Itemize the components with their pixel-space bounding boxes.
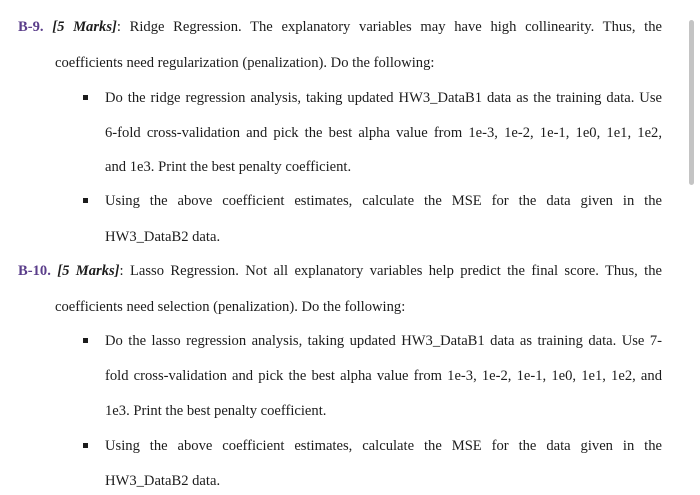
question-b10-heading bbox=[18, 262, 662, 280]
question-b10-id: B-10. bbox=[18, 263, 51, 279]
question-b10-bullet1-line3: 1e3. Print the best penalty coefficient. bbox=[105, 403, 327, 419]
bullet-marker bbox=[83, 443, 88, 448]
question-b9-bullet1-line3: and 1e3. Print the best penalty coefficient. bbox=[105, 159, 352, 175]
bullet-marker bbox=[83, 95, 88, 100]
question-b10-marks: [5 Marks] bbox=[57, 263, 120, 279]
question-b9-marks-suffix: : bbox=[116, 19, 121, 35]
question-b10-bullet2-line2: HW3_DataB2 data. bbox=[105, 473, 221, 489]
question-b9-bullet2-line2: HW3_DataB2 data. bbox=[105, 229, 221, 245]
question-b9-heading bbox=[18, 18, 662, 36]
question-b10-marks-suffix: : bbox=[119, 263, 124, 279]
bullet-marker bbox=[83, 198, 88, 203]
question-b10-intro-line1: Lasso Regression. Not all explanatory variables help predict the final score. Thus, the bbox=[123, 263, 662, 279]
bullet-marker bbox=[83, 338, 88, 343]
question-b9-id: B-9. bbox=[18, 19, 44, 35]
question-b9-bullet2-line1: Using the above coefficient estimates, calculate the MSE for the data given in the bbox=[105, 193, 662, 209]
question-b9-bullet1-line2: 6-fold cross-validation and pick the best alpha value from 1e-3, 1e-2, 1e-1, 1e0, 1e1, 1e2, bbox=[105, 125, 662, 141]
question-b9-intro-line2: coefficients need regularization (penalization). Do the following: bbox=[55, 55, 435, 71]
question-b9-bullet1-line1: Do the ridge regression analysis, taking updated HW3_DataB1 data as the training data. Use bbox=[105, 90, 662, 106]
question-b10-intro-line2: coefficients need selection (penalization). Do the following: bbox=[55, 299, 406, 315]
question-b10-bullet2-line1: Using the above coefficient estimates, calculate the MSE for the data given in the bbox=[105, 438, 662, 454]
vertical-scrollbar-thumb[interactable] bbox=[689, 20, 694, 185]
question-b9-intro-line1: Ridge Regression. The explanatory variables may have high collinearity. Thus, the bbox=[120, 19, 663, 35]
question-b9-marks: [5 Marks] bbox=[52, 19, 117, 35]
question-b10-bullet1-line2: fold cross-validation and pick the best alpha value from 1e-3, 1e-2, 1e-1, 1e0, 1e1, 1e2, and bbox=[105, 368, 662, 384]
question-b10-bullet1-line1: Do the lasso regression analysis, taking updated HW3_DataB1 data as training data. Use 7- bbox=[105, 333, 662, 349]
